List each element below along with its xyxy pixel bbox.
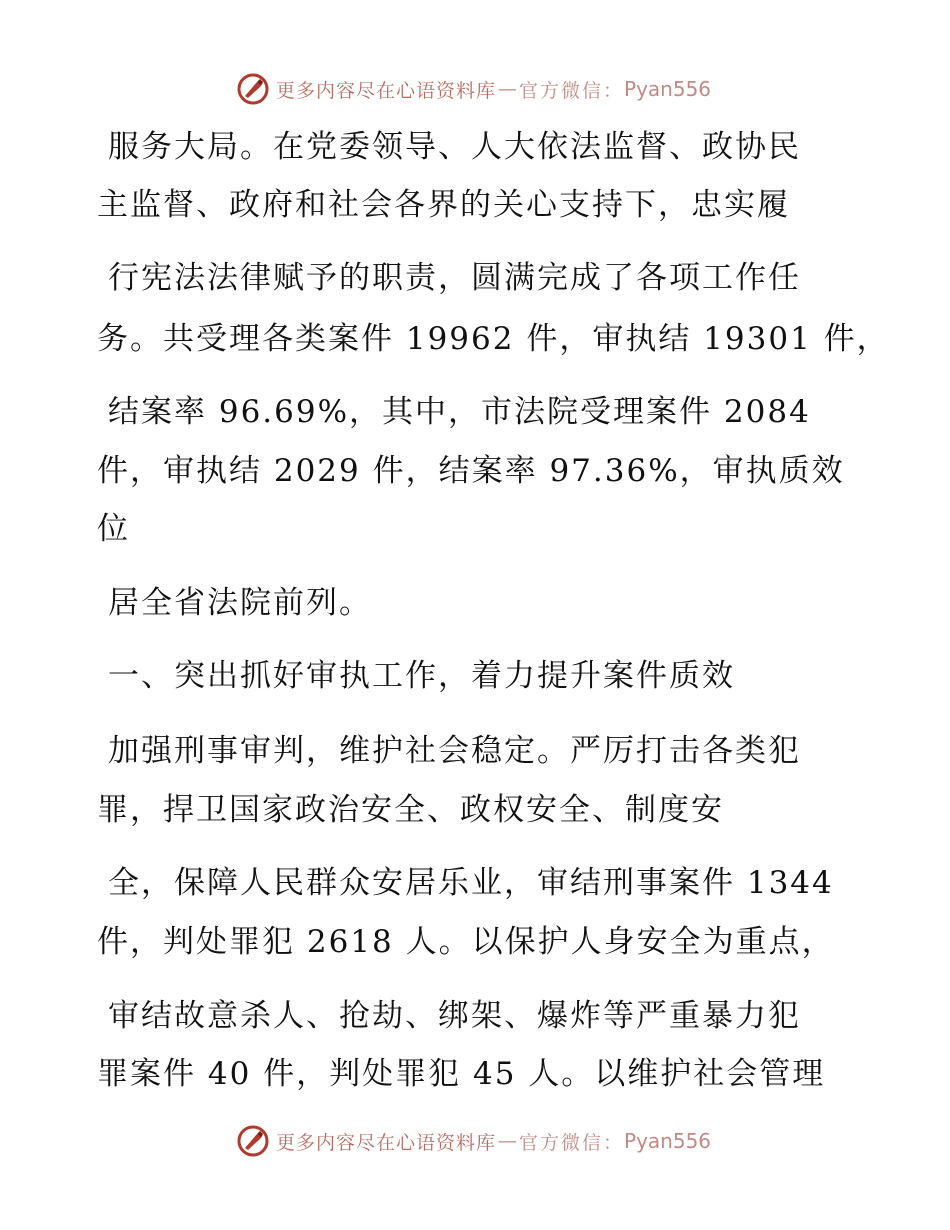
body-line: 服务大局。在党委领导、人大依法监督、政协民 (108, 129, 801, 165)
watermark-wechat-id: Pyan556 (624, 77, 712, 101)
body-line: 罪，捍卫国家政治安全、政权安全、制度安 (97, 792, 724, 828)
watermark-official-label: 官方微信： (519, 79, 625, 102)
body-line: 全，保障人民群众安居乐业，审结刑事案件 1344 (108, 865, 834, 901)
watermark-main-text: 更多内容尽在心语资料库 (276, 1131, 497, 1154)
body-line: 主监督、政府和社会各界的关心支持下，忠实履 (97, 187, 790, 223)
watermark-official-label: 官方微信： (519, 1131, 625, 1154)
watermark-main-text: 更多内容尽在心语资料库 (276, 79, 497, 102)
body-line: 位 (97, 511, 130, 547)
pen-nib-seal-icon (236, 1124, 270, 1158)
body-line: 结案率 96.69%，其中，市法院受理案件 2084 (108, 394, 811, 430)
watermark-separator: — (498, 1130, 518, 1152)
body-line: 审结故意杀人、抢劫、绑架、爆炸等严重暴力犯 (108, 998, 801, 1034)
watermark-separator: — (498, 78, 518, 100)
body-line: 罪案件 40 件，判处罪犯 45 人。以维护社会管理 (97, 1056, 826, 1092)
footer-watermark (236, 1124, 711, 1158)
body-line: 件，判处罪犯 2618 人。以保护人身安全为重点， (97, 924, 835, 960)
body-line: 加强刑事审判，维护社会稳定。严厉打击各类犯 (108, 733, 801, 769)
body-line: 居全省法院前列。 (108, 585, 372, 621)
pen-nib-seal-icon (236, 72, 270, 106)
watermark-wechat-id: Pyan556 (624, 1129, 712, 1153)
body-line: 件，审执结 2029 件，结案率 97.36%，审执质效 (97, 453, 845, 489)
section-heading: 一、突出抓好审执工作，着力提升案件质效 (108, 658, 735, 694)
header-watermark (236, 72, 711, 106)
body-line: 务。共受理各类案件 19962 件，审执结 19301 件， (97, 321, 890, 357)
body-line: 行宪法法律赋予的职责，圆满完成了各项工作任 (108, 260, 801, 296)
